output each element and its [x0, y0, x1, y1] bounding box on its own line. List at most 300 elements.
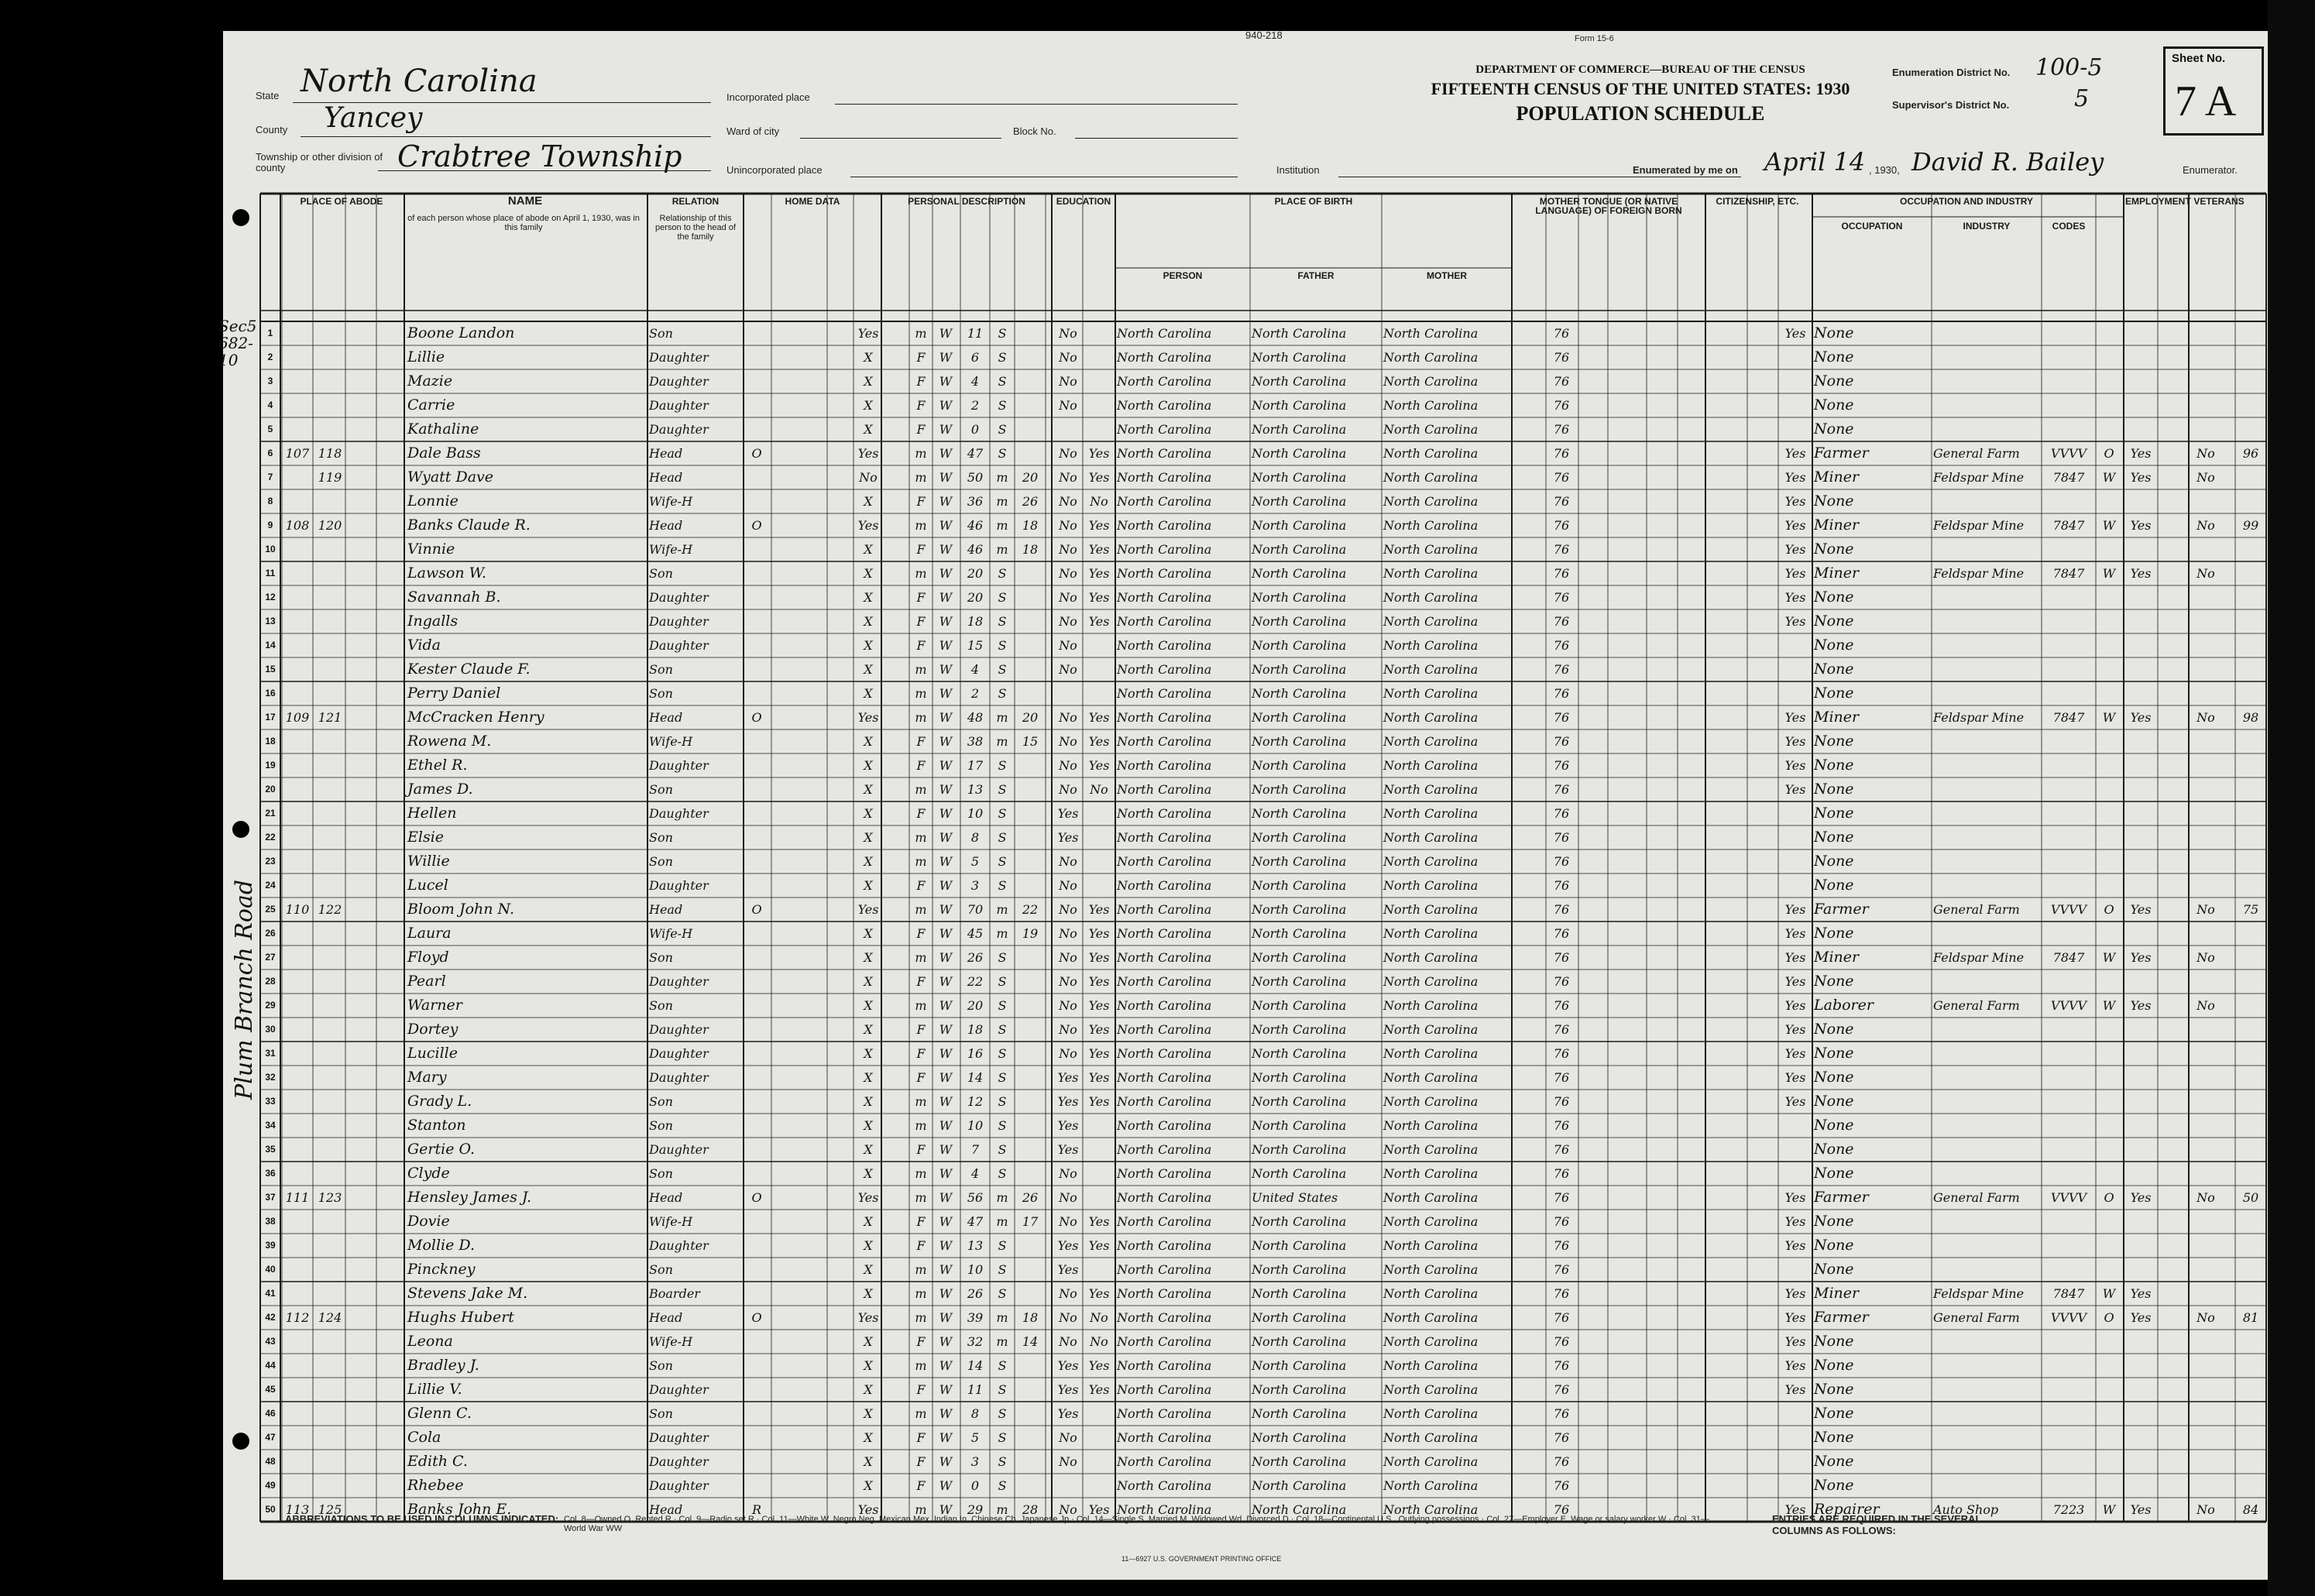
cell-fbp: North Carolina — [1252, 422, 1347, 437]
cell-n: 3 — [267, 376, 273, 386]
cell-sex: F — [916, 1454, 926, 1469]
table-row — [260, 753, 2266, 777]
cell-name: Vinnie — [407, 541, 455, 558]
cell-n: 47 — [265, 1432, 276, 1443]
cell-sex: F — [916, 542, 926, 557]
codes-head: CODES — [2052, 221, 2086, 232]
cell-sex: m — [915, 1094, 927, 1109]
cell-radio: X — [864, 1478, 873, 1493]
cell-vet — [2190, 417, 2221, 441]
cell-own — [745, 393, 768, 417]
cell-sex: F — [916, 1382, 926, 1397]
cell-bp: North Carolina — [1117, 854, 1212, 869]
birthplace-mother-head: MOTHER — [1427, 270, 1467, 281]
cell-extra — [2237, 1450, 2265, 1474]
cell-ind — [1933, 922, 2040, 946]
cell-code: 76 — [1553, 398, 1570, 413]
cell-mbp: North Carolina — [1383, 566, 1479, 581]
cell-eng: Yes — [1784, 1094, 1806, 1109]
cell-cls — [2097, 1114, 2121, 1138]
cell-bp: North Carolina — [1117, 518, 1212, 533]
cell-name: Bloom John N. — [407, 901, 514, 918]
cell-own — [745, 801, 768, 825]
cell-extra — [2237, 1162, 2265, 1186]
cell-emp — [2125, 1114, 2156, 1138]
cell-mbp: North Carolina — [1383, 398, 1479, 413]
cell-own — [745, 1210, 768, 1234]
table-row — [260, 585, 2266, 609]
cell-sch: No — [1059, 1430, 1077, 1445]
cell-age: 15 — [967, 638, 984, 653]
cell-ms: S — [998, 614, 1007, 629]
table-row — [260, 1450, 2266, 1474]
cell-occcode — [2043, 825, 2094, 849]
table-row — [260, 657, 2266, 681]
cell-sch: No — [1059, 1190, 1077, 1205]
cell-mar: 28 — [1022, 1502, 1039, 1517]
cell-dw — [282, 633, 313, 657]
cell-own — [745, 489, 768, 513]
cell-ind: Feldspar Mine — [1933, 518, 2025, 533]
cell-val — [771, 633, 826, 657]
cell-ind: General Farm — [1933, 1190, 2020, 1205]
cell-cls — [2097, 1354, 2121, 1378]
cell-emp — [2125, 801, 2156, 825]
cell-sch: No — [1059, 950, 1077, 965]
cell-name: Banks John E. — [407, 1501, 512, 1518]
cell-radio: X — [864, 662, 873, 677]
cell-own — [745, 417, 768, 441]
cell-mar: 18 — [1022, 1310, 1039, 1325]
cell-n: 45 — [265, 1384, 276, 1395]
entries-title: ENTRIES ARE REQUIRED IN THE SEVERAL COLUMNS AS FOLLOWS: — [1772, 1513, 1982, 1536]
table-row — [260, 1258, 2266, 1282]
cell-val — [771, 1282, 826, 1306]
cell-eng: Yes — [1784, 518, 1806, 533]
cell-ms: S — [998, 374, 1007, 389]
cell-sch: Yes — [1057, 806, 1079, 821]
cell-code: 76 — [1553, 1334, 1570, 1349]
cell-cls — [2097, 1138, 2121, 1162]
cell-name: Lonnie — [407, 493, 459, 510]
cell-mar — [1016, 1450, 1044, 1474]
cell-emp — [2125, 1474, 2156, 1498]
cell-bp: North Carolina — [1117, 326, 1212, 341]
cell-sex: m — [915, 830, 927, 845]
cell-sch: Yes — [1057, 1094, 1079, 1109]
cell-age: 13 — [967, 1238, 984, 1253]
cell-mar — [1016, 825, 1044, 849]
cell-eng: Yes — [1784, 1022, 1806, 1037]
cell-code: 76 — [1553, 1166, 1570, 1181]
cell-rd — [1084, 1450, 1114, 1474]
cell-ind: Feldspar Mine — [1933, 470, 2025, 485]
cell-ind — [1933, 417, 2040, 441]
cell-race: W — [939, 950, 953, 965]
cell-n: 38 — [265, 1216, 276, 1227]
cell-occ: None — [1814, 1333, 1854, 1350]
cell-eng — [1780, 1474, 1811, 1498]
cell-vet — [2190, 1234, 2221, 1258]
unincorporated-label: Unincorporated place — [726, 164, 823, 176]
cell-mar: 18 — [1022, 518, 1039, 533]
cell-own — [745, 369, 768, 393]
cell-dw: 112 — [285, 1310, 310, 1325]
cell-cls — [2097, 609, 2121, 633]
cell-mbp: North Carolina — [1383, 1286, 1479, 1301]
cell-eng: Yes — [1784, 614, 1806, 629]
cell-race: W — [939, 758, 953, 773]
cell-vet — [2190, 585, 2221, 609]
cell-eng — [1780, 874, 1811, 898]
cell-rd — [1084, 1426, 1114, 1450]
cell-emp — [2125, 1402, 2156, 1426]
cell-rel: Daughter — [649, 878, 709, 893]
cell-mar — [1016, 1474, 1044, 1498]
cell-cls — [2097, 585, 2121, 609]
cell-own — [745, 609, 768, 633]
birthplace-person-head: PERSON — [1163, 270, 1203, 281]
cell-n: 18 — [265, 736, 276, 747]
cell-mar — [1016, 801, 1044, 825]
cell-ind — [1933, 1330, 2040, 1354]
cell-fam — [314, 1042, 345, 1066]
cell-rd — [1084, 1474, 1114, 1498]
cell-cls — [2097, 1450, 2121, 1474]
cell-dw: 107 — [285, 446, 310, 461]
cell-code: 76 — [1553, 1094, 1570, 1109]
cell-emp — [2125, 1138, 2156, 1162]
cell-fbp: North Carolina — [1252, 1478, 1347, 1493]
cell-n: 14 — [265, 640, 276, 650]
cell-extra — [2237, 609, 2265, 633]
cell-bp: North Carolina — [1117, 950, 1212, 965]
cell-ind — [1933, 1450, 2040, 1474]
cell-ms: m — [996, 1310, 1008, 1325]
cell-val — [771, 441, 826, 465]
table-row — [260, 705, 2266, 729]
cell-fam — [314, 1354, 345, 1378]
cell-dw: 108 — [285, 518, 310, 533]
cell-emp — [2125, 489, 2156, 513]
cell-sex: F — [916, 1238, 926, 1253]
cell-race: W — [939, 1286, 953, 1301]
cell-vet — [2190, 1282, 2221, 1306]
state-value: North Carolina — [301, 63, 538, 99]
cell-sch: Yes — [1057, 1118, 1079, 1133]
cell-age: 46 — [967, 518, 984, 533]
group-personal: PERSONAL DESCRIPTION — [908, 196, 1025, 207]
cell-cls: W — [2102, 1286, 2116, 1301]
cell-fam: 122 — [318, 902, 342, 917]
cell-occcode — [2043, 1042, 2094, 1066]
cell-radio: Yes — [857, 1190, 879, 1205]
cell-extra — [2237, 321, 2265, 345]
cell-n: 17 — [265, 712, 276, 722]
cell-radio: X — [864, 806, 873, 821]
cell-extra — [2237, 369, 2265, 393]
cell-sex: m — [915, 1190, 927, 1205]
cell-fam — [314, 1402, 345, 1426]
cell-age: 4 — [970, 1166, 980, 1181]
cell-dw — [282, 1234, 313, 1258]
cell-occ: None — [1814, 853, 1854, 870]
cell-cls: O — [2104, 902, 2114, 917]
cell-mar — [1016, 1162, 1044, 1186]
cell-emp: Yes — [2130, 998, 2152, 1013]
cell-n: 30 — [265, 1024, 276, 1035]
cell-ms: S — [998, 758, 1007, 773]
cell-own: O — [751, 1190, 762, 1205]
cell-dw — [282, 1114, 313, 1138]
cell-occ: None — [1814, 613, 1854, 630]
table-row — [260, 1306, 2266, 1330]
cell-occ: None — [1814, 925, 1854, 942]
township-value: Crabtree Township — [397, 139, 682, 173]
cell-code: 76 — [1553, 926, 1570, 941]
cell-fam — [314, 825, 345, 849]
cell-vet — [2190, 537, 2221, 561]
cell-own — [745, 1378, 768, 1402]
cell-n: 48 — [265, 1456, 276, 1467]
cell-fbp: North Carolina — [1252, 806, 1347, 821]
cell-dw — [282, 994, 313, 1018]
cell-code: 76 — [1553, 638, 1570, 653]
cell-mar — [1016, 1090, 1044, 1114]
cell-sch: No — [1059, 494, 1077, 509]
cell-sch: No — [1059, 710, 1077, 725]
cell-extra — [2237, 777, 2265, 801]
cell-code: 76 — [1553, 710, 1570, 725]
cell-sch: Yes — [1057, 1382, 1079, 1397]
group-employment: EMPLOYMENT — [2125, 196, 2191, 207]
cell-extra — [2237, 345, 2265, 369]
cell-sex: m — [915, 1262, 927, 1277]
cell-age: 56 — [967, 1190, 984, 1205]
cell-bp: North Carolina — [1117, 806, 1212, 821]
cell-rel: Son — [649, 782, 673, 797]
cell-emp — [2125, 321, 2156, 345]
cell-sch: Yes — [1057, 830, 1079, 845]
cell-val — [771, 970, 826, 994]
cell-sex: F — [916, 1478, 926, 1493]
cell-sex: m — [915, 1166, 927, 1181]
cell-occcode: VVVV — [2050, 902, 2087, 917]
cell-rel: Wife-H — [649, 494, 693, 509]
enumerator-suffix: Enumerator. — [2183, 164, 2238, 176]
cell-radio: X — [864, 542, 873, 557]
cell-ind — [1933, 970, 2040, 994]
cell-rd: Yes — [1088, 1358, 1110, 1373]
cell-age: 18 — [967, 614, 984, 629]
cell-rd: Yes — [1088, 926, 1110, 941]
cell-radio: X — [864, 1382, 873, 1397]
cell-radio: X — [864, 1238, 873, 1253]
cell-race: W — [939, 1358, 953, 1373]
cell-n: 40 — [265, 1264, 276, 1275]
cell-extra — [2237, 633, 2265, 657]
block-label: Block No. — [1013, 125, 1056, 137]
cell-fbp: North Carolina — [1252, 758, 1347, 773]
cell-rel: Daughter — [649, 422, 709, 437]
cell-own: O — [751, 446, 762, 461]
cell-occ: Farmer — [1814, 444, 1869, 462]
cell-race: W — [939, 518, 953, 533]
cell-ind: Feldspar Mine — [1933, 710, 2025, 725]
cell-sex: m — [915, 446, 927, 461]
cell-radio: Yes — [857, 710, 879, 725]
table-row — [260, 1210, 2266, 1234]
cell-mar — [1016, 1042, 1044, 1066]
cell-ind — [1933, 1354, 2040, 1378]
cell-mbp: North Carolina — [1383, 1022, 1479, 1037]
table-row — [260, 777, 2266, 801]
cell-dw — [282, 874, 313, 898]
cell-rd — [1084, 849, 1114, 874]
cell-eng: Yes — [1784, 1238, 1806, 1253]
cell-rd — [1084, 393, 1114, 417]
cell-race: W — [939, 1142, 953, 1157]
table-row — [260, 681, 2266, 705]
cell-cls — [2097, 393, 2121, 417]
cell-occ: None — [1814, 829, 1854, 846]
cell-ms: S — [998, 782, 1007, 797]
cell-radio: X — [864, 1166, 873, 1181]
cell-own — [745, 1450, 768, 1474]
cell-val — [771, 922, 826, 946]
cell-own — [745, 1090, 768, 1114]
cell-fam — [314, 1090, 345, 1114]
cell-mbp: North Carolina — [1383, 518, 1479, 533]
cell-age: 20 — [967, 998, 984, 1013]
cell-mbp: North Carolina — [1383, 758, 1479, 773]
cell-sch — [1053, 681, 1083, 705]
cell-mar — [1016, 1402, 1044, 1426]
cell-extra — [2237, 1354, 2265, 1378]
cell-code: 76 — [1553, 782, 1570, 797]
cell-vet — [2190, 1042, 2221, 1066]
cell-code: 76 — [1553, 1022, 1570, 1037]
cell-occcode — [2043, 537, 2094, 561]
cell-sex: m — [915, 1286, 927, 1301]
cell-bp: North Carolina — [1117, 1382, 1212, 1397]
cell-cls: W — [2102, 518, 2116, 533]
cell-val — [771, 994, 826, 1018]
cell-rd — [1084, 369, 1114, 393]
cell-code: 76 — [1553, 1142, 1570, 1157]
cell-mbp: North Carolina — [1383, 734, 1479, 749]
cell-fam — [314, 777, 345, 801]
cell-ind — [1933, 753, 2040, 777]
cell-ms: m — [996, 518, 1008, 533]
cell-extra — [2237, 1402, 2265, 1426]
cell-rel: Boarder — [649, 1286, 700, 1301]
cell-val — [771, 657, 826, 681]
cell-ms: S — [998, 878, 1007, 893]
cell-occ: None — [1814, 1429, 1854, 1446]
cell-occcode — [2043, 1426, 2094, 1450]
cell-vet — [2190, 321, 2221, 345]
cell-rel: Daughter — [649, 1382, 709, 1397]
cell-vet — [2190, 1450, 2221, 1474]
cell-vet — [2190, 681, 2221, 705]
cell-ind — [1933, 1066, 2040, 1090]
table-row — [260, 1186, 2266, 1210]
cell-vet — [2190, 1066, 2221, 1090]
cell-age: 5 — [970, 854, 980, 869]
cell-emp: Yes — [2130, 902, 2152, 917]
cell-sex: m — [915, 998, 927, 1013]
cell-radio: X — [864, 950, 873, 965]
cell-ind — [1933, 633, 2040, 657]
cell-race: W — [939, 374, 953, 389]
cell-n: 19 — [265, 760, 276, 771]
cell-dw — [282, 537, 313, 561]
cell-fbp: North Carolina — [1252, 1334, 1347, 1349]
cell-mar: 15 — [1022, 734, 1039, 749]
cell-rel: Wife-H — [649, 1334, 693, 1349]
cell-race: W — [939, 878, 953, 893]
cell-occcode: 7847 — [2052, 518, 2085, 533]
cell-fam — [314, 729, 345, 753]
cell-mar: 18 — [1022, 542, 1039, 557]
cell-fbp: North Carolina — [1252, 1022, 1347, 1037]
cell-val — [771, 561, 826, 585]
cell-race: W — [939, 734, 953, 749]
cell-val — [771, 537, 826, 561]
cell-code: 76 — [1553, 1214, 1570, 1229]
cell-code: 76 — [1553, 590, 1570, 605]
cell-occcode — [2043, 849, 2094, 874]
cell-ind — [1933, 1114, 2040, 1138]
cell-rd: No — [1090, 1334, 1108, 1349]
cell-radio: Yes — [857, 902, 879, 917]
cell-rd — [1084, 801, 1114, 825]
cell-own — [745, 1162, 768, 1186]
cell-vet — [2190, 633, 2221, 657]
cell-fbp: North Carolina — [1252, 878, 1347, 893]
cell-mbp: North Carolina — [1383, 974, 1479, 989]
cell-n: 42 — [265, 1312, 276, 1323]
cell-name: Banks Claude R. — [407, 517, 531, 534]
cell-occ: None — [1814, 1237, 1854, 1254]
cell-bp: North Carolina — [1117, 1142, 1212, 1157]
column-notes: Col. 8—Owned O, Rented R · Col. 9—Radio set R · Col. 11—White W, Negro Neg, Mexican Mex, Indian In, Chinese Ch, Japanese Jp · Col. 14—Single S, Married M, Widowed Wd, Divorced D · Col. 18—Continental U.S., Outlying possessions · Col. 27—Employer E, Wage or salary worker W · Col. 31—World War WW — [564, 1515, 1709, 1533]
cell-rel: Daughter — [649, 350, 709, 365]
cell-sch — [1053, 417, 1083, 441]
cell-own — [745, 633, 768, 657]
cell-cls: W — [2102, 1502, 2116, 1517]
cell-eng: Yes — [1784, 974, 1806, 989]
cell-n: 10 — [265, 544, 276, 554]
cell-bp: North Carolina — [1117, 662, 1212, 677]
cell-code: 76 — [1553, 422, 1570, 437]
cell-emp — [2125, 657, 2156, 681]
cell-own — [745, 1402, 768, 1426]
cell-name: Willie — [407, 853, 450, 870]
cell-eng — [1780, 1258, 1811, 1282]
cell-ind — [1933, 1378, 2040, 1402]
cell-name: Laura — [407, 925, 452, 942]
cell-sch: No — [1059, 1334, 1077, 1349]
cell-n: 15 — [265, 664, 276, 674]
cell-extra — [2237, 1258, 2265, 1282]
cell-own — [745, 946, 768, 970]
cell-code: 76 — [1553, 758, 1570, 773]
cell-age: 3 — [970, 878, 980, 893]
cell-age: 47 — [967, 1214, 984, 1229]
cell-rd — [1084, 1258, 1114, 1282]
